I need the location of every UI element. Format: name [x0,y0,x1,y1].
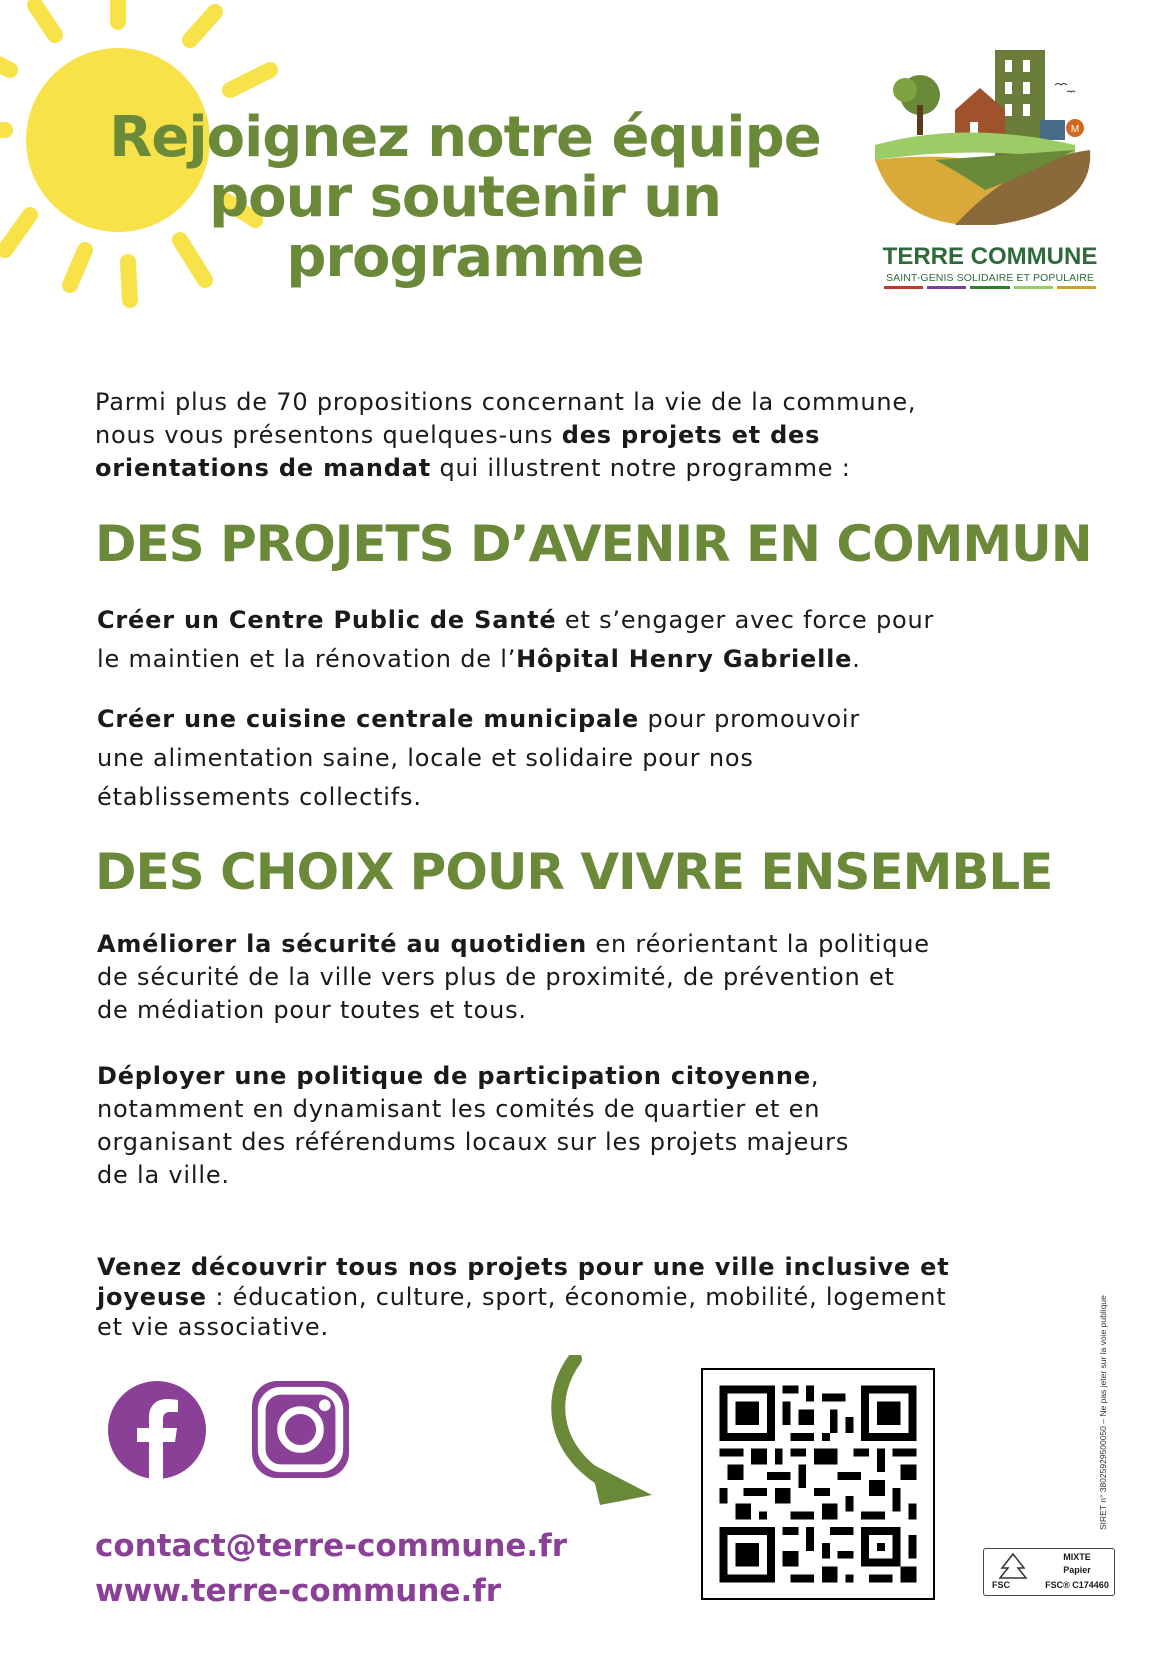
bold-text: Améliorer la sécurité au quotidien [97,930,587,958]
fsc-line-3: FSC® C174460 [1045,1580,1109,1590]
logo-title: TERRE COMMUNE [882,243,1098,270]
logo-badge: M [1070,124,1080,135]
text: une alimentation saine, locale et solidaire pour nos [97,744,754,772]
bold-text: Hôpital Henry Gabrielle [516,645,853,673]
bold-text: Créer un Centre Public de Santé [97,606,557,634]
text: de médiation pour toutes et tous. [97,996,527,1024]
contact-website[interactable]: www.terre-commune.fr [95,1573,502,1609]
fsc-line-1: MIXTE [1063,1552,1091,1562]
bold-text: Venez découvrir tous nos projets pour une ville inclusive et [97,1253,950,1281]
instagram-icon[interactable] [252,1381,349,1478]
text: de sécurité de la ville vers plus de proximité, de prévention et [97,963,895,991]
headline [95,105,835,290]
fsc-mark: FSC [992,1580,1010,1590]
qr-code[interactable] [701,1368,935,1600]
text: et s’engager avec force pour [556,606,935,634]
logo-bar [884,286,923,289]
logo-bar [1014,286,1053,289]
fsc-badge [983,1548,1115,1596]
text: organisant des référendums locaux sur les projets majeurs [97,1128,850,1156]
text: . [852,645,861,673]
intro-bold: orientations de mandat [95,454,432,482]
paragraph-cta [97,1252,1107,1342]
paragraph-securite [97,928,1107,1027]
paragraph-participation [97,1060,1107,1192]
intro-line: nous vous présentons quelques-uns [95,421,562,449]
logo-bar [970,286,1009,289]
intro-line: qui illustrent notre programme : [431,454,851,482]
text: de la ville. [97,1161,230,1189]
text: le maintien et la rénovation de l’ [97,645,517,673]
qr-code-pattern [703,1370,933,1598]
facebook-icon[interactable] [107,1380,207,1480]
logo-color-bars [884,286,1096,290]
bold-text: joyeuse [97,1283,207,1311]
paragraph-cuisine-centrale [97,700,1107,817]
bold-text: Créer une cuisine centrale municipale [97,705,640,733]
intro-line: Parmi plus de 70 propositions concernant la vie de la commune, [95,388,917,416]
fsc-line-2: Papier [1063,1565,1091,1575]
bold-text: Déployer une politique de participation citoyenne [97,1062,811,1090]
logo-subtitle: SAINT-GENIS SOLIDAIRE ET POPULAIRE [885,272,1094,284]
section-title-projets: DES PROJETS D’AVENIR EN COMMUN [95,515,1092,573]
text: en réorientant la politique [587,930,930,958]
text: pour promouvoir [639,705,861,733]
siret-legal-text: SIRET n° 38025929500050 – Ne pas jeter sur la voie publique [1098,1295,1108,1530]
section-title-choix: DES CHOIX POUR VIVRE ENSEMBLE [95,843,1053,901]
text: notamment en dynamisant les comités de quartier et en [97,1095,821,1123]
intro-bold: des projets et des [561,421,821,449]
curved-arrow-icon [540,1355,670,1510]
logo-bar [927,286,966,289]
contact-email[interactable]: contact@terre-commune.fr [95,1528,567,1564]
intro-paragraph [95,386,1105,485]
text: et vie associative. [97,1313,329,1341]
headline-line-2: pour soutenir un [209,165,721,230]
paragraph-centre-sante [97,601,1107,679]
text: : éducation, culture, sport, économie, mobilité, logement [206,1283,947,1311]
text: établissements collectifs. [97,783,422,811]
headline-line-1: Rejoignez notre équipe [109,105,821,170]
text: , [810,1062,820,1090]
headline-line-3: programme [286,225,644,290]
logo-bar [1057,286,1096,289]
